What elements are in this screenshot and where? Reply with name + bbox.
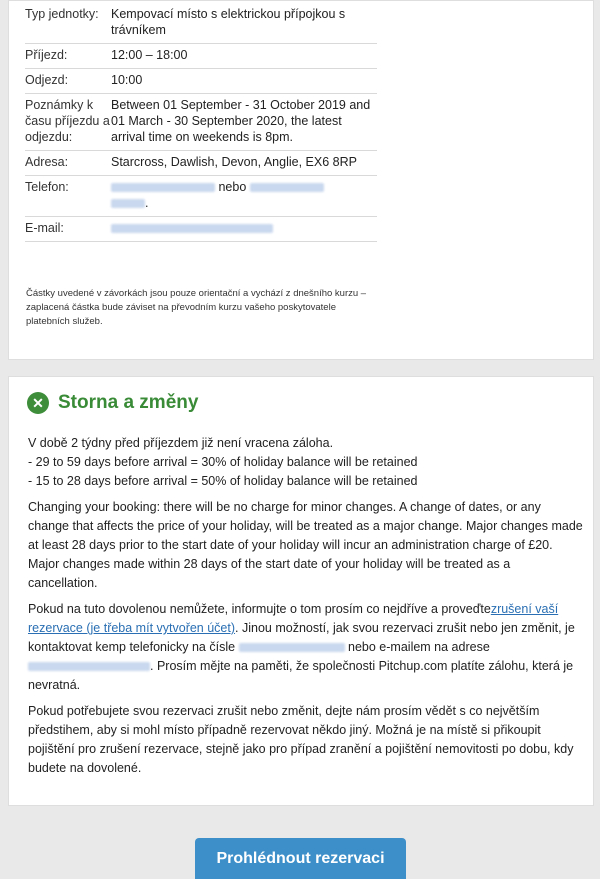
policy-line: - 15 to 28 days before arrival = 50% of holiday balance will be retained [28, 474, 418, 488]
section-header [27, 392, 198, 414]
detail-label: Poznámky k času příjezdu a odjezdu: [25, 94, 111, 151]
detail-value: Starcross, Dawlish, Devon, Anglie, EX6 8RP [111, 151, 377, 176]
detail-label: Příjezd: [25, 44, 111, 69]
detail-value [111, 217, 377, 242]
redacted-phone-link[interactable] [111, 199, 145, 208]
detail-label: Typ jednotky: [25, 3, 111, 44]
redacted-email-link[interactable] [111, 224, 273, 233]
detail-value: 12:00 – 18:00 [111, 44, 377, 69]
detail-row-unit-type [25, 3, 377, 44]
contact-text: . Prosím mějte na paměti, že společnosti Pitchup.com platíte zálohu, která je nevratná. [28, 659, 574, 692]
detail-row-arrival [25, 44, 377, 69]
contact-text: Pokud na tuto dovolenou nemůžete, informujte o tom prosím co nejdříve a proveďte [28, 602, 491, 616]
view-booking-button[interactable]: Prohlédnout rezervaci [195, 838, 406, 879]
policy-line: - 29 to 59 days before arrival = 30% of holiday balance will be retained [28, 455, 418, 469]
detail-label: Adresa: [25, 151, 111, 176]
booking-details-card [8, 0, 594, 360]
contact-text: . Jinou možností, jak svou rezervaci zrušit nebo jen změnit, je kontaktovat kemp telefonicky na čísle [28, 621, 575, 654]
detail-value: 10:00 [111, 69, 377, 94]
detail-row-departure [25, 69, 377, 94]
detail-row-time-notes [25, 94, 377, 151]
changes-paragraph: Changing your booking: there will be no charge for minor changes. A change of dates, or any change that affects the price of your holiday, will be treated as a major change. Major changes made at least 28 days prior to the start date of your holiday will incur an administration charge of £20. Major changes made within 28 days of the start date of your holiday will be treated as a cancellation. [28, 500, 583, 590]
section-title: Storna a změny [58, 392, 199, 413]
redacted-phone-link[interactable] [111, 183, 215, 192]
cancellation-policy-paragraph [28, 434, 583, 491]
contact-paragraph [28, 600, 583, 695]
booking-details-table [25, 3, 377, 242]
cancel-booking-link[interactable]: zrušení vaší rezervace (je třeba mít vytvořen účet) [28, 602, 559, 635]
close-circle-icon: ✕ [27, 392, 49, 414]
detail-value: Between 01 September - 31 October 2019 and 01 March - 30 September 2020, the latest arrival time on weekends is 8pm. [111, 94, 377, 151]
policy-line: V době 2 týdny před příjezdem již není vracena záloha. [28, 436, 334, 450]
advice-paragraph: Pokud potřebujete svou rezervaci zrušit nebo změnit, dejte nám prosím vědět s co největším předstihem, aby si mohl místo případně rezervovat někdo jiný. Možná je na místě si přikoupit pojištění pro zrušení rezervace, stejně jako pro případ zranění a pojištění nemovitosti po dobu, kdy budete na dovolené. [28, 704, 574, 775]
detail-row-email [25, 217, 377, 242]
phone-separator: nebo [218, 180, 247, 194]
cancellation-card [8, 376, 594, 806]
detail-value: Kempovací místo s elektrickou přípojkou s trávníkem [111, 3, 377, 44]
detail-value: nebo . [111, 176, 377, 217]
redacted-phone-link[interactable] [239, 643, 345, 652]
cancellation-text [28, 434, 583, 785]
redacted-email-link[interactable] [28, 662, 150, 671]
detail-label: Odjezd: [25, 69, 111, 94]
contact-text: nebo e-mailem na adrese [348, 640, 490, 654]
detail-label: Telefon: [25, 176, 111, 217]
detail-row-address [25, 151, 377, 176]
redacted-phone-link[interactable] [250, 183, 324, 192]
detail-label: E-mail: [25, 217, 111, 242]
detail-row-phone [25, 176, 377, 217]
currency-note: Částky uvedené v závorkách jsou pouze orientační a vychází z dnešního kurzu – zaplacená částka bude záviset na převodním kurzu vašeho poskytovatele platebních služeb. [26, 288, 367, 327]
